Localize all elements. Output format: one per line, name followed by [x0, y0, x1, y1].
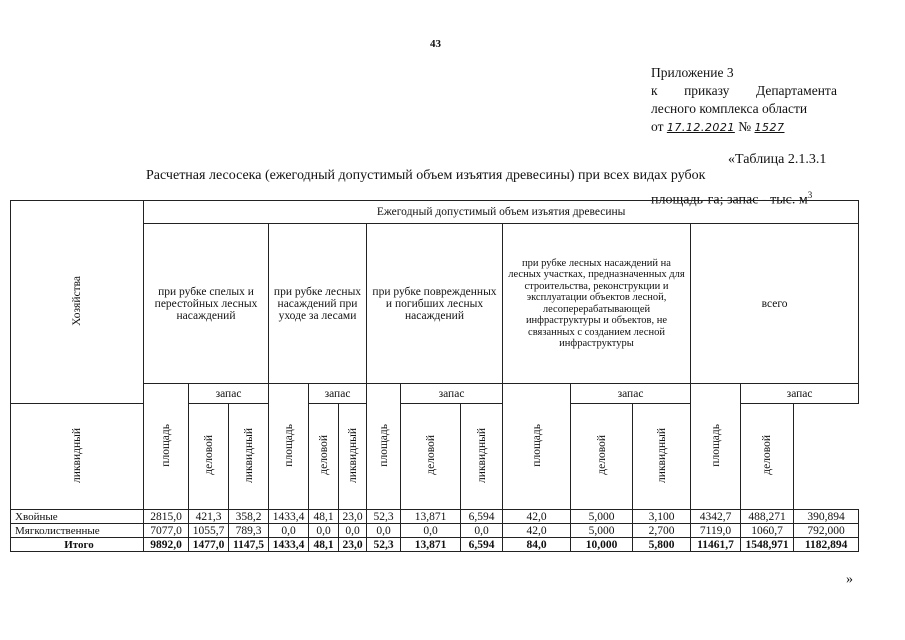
allowable-cut-table	[10, 200, 859, 552]
col-business-cell	[741, 404, 794, 510]
row-name: Итого	[11, 538, 144, 552]
col-liquid-label: ликвидный	[242, 427, 255, 483]
cell: 0,0	[401, 524, 461, 538]
cell: 23,0	[339, 510, 367, 524]
appendix-line-1: Приложение 3	[651, 65, 734, 80]
cell: 390,894	[794, 510, 859, 524]
cell: 5,000	[571, 510, 633, 524]
col-business-cell	[189, 404, 229, 510]
cell: 48,1	[309, 510, 339, 524]
group-damaged: при рубке поврежденных и погибших лесных насаждений	[367, 224, 503, 384]
col-stock-mature: запас	[189, 384, 269, 404]
col-area-total	[691, 384, 741, 510]
cell: 7119,0	[691, 524, 741, 538]
col-liquid-label: ликвидный	[346, 427, 359, 483]
col-stock-total: запас	[741, 384, 859, 404]
col-business-label: деловой	[761, 435, 773, 475]
col-business-label: деловой	[202, 435, 215, 475]
group-construction: при рубке лесных насаждений на лесных участках, предназначенных для строительства, реконструкции и эксплуатации объектов лесной, лесоперерабатывающей инфраструктуры и объектов, не связанных с созданием лесной инфраструктуры	[503, 224, 691, 384]
col-area-label: площадь	[160, 423, 172, 467]
cell: 2815,0	[144, 510, 189, 524]
cell: 1147,5	[229, 538, 269, 552]
appendix-line-2	[651, 82, 837, 100]
col-liquid-cell	[11, 404, 144, 510]
units-text: площадь-га; запас - тыс. м	[651, 192, 808, 208]
cell: 1433,4	[269, 510, 309, 524]
number-sign: №	[738, 119, 752, 134]
col-liquid-label: ликвидный	[655, 427, 668, 483]
cell: 6,594	[461, 538, 503, 552]
row-name: Хвойные	[11, 510, 144, 524]
col-area-damaged	[367, 384, 401, 510]
cell: 5,800	[633, 538, 691, 552]
cell: 1055,7	[189, 524, 229, 538]
col-area-label: площадь	[377, 423, 390, 467]
table-row-deciduous	[11, 524, 859, 538]
col-stock-care: запас	[309, 384, 367, 404]
cell: 1060,7	[741, 524, 794, 538]
header-main: Ежегодный допустимый объем изъятия древесины	[144, 201, 859, 224]
cell: 7077,0	[144, 524, 189, 538]
group-total: всего	[691, 224, 859, 384]
cell: 48,1	[309, 538, 339, 552]
appendix-block	[651, 64, 837, 137]
cell: 0,0	[367, 524, 401, 538]
group-mature: при рубке спелых и перестойных лесных насаждений	[144, 224, 269, 384]
row-name: Мягколиственные	[11, 524, 144, 538]
col-stock-construction: запас	[571, 384, 691, 404]
col-liquid-label: ликвидный	[71, 427, 83, 483]
cell: 1433,4	[269, 538, 309, 552]
cell: 42,0	[503, 524, 571, 538]
cell: 421,3	[189, 510, 229, 524]
cell: 1182,894	[794, 538, 859, 552]
col-liquid-label: ликвидный	[475, 427, 488, 483]
cell: 792,000	[794, 524, 859, 538]
col-business-label: деловой	[595, 435, 608, 475]
cell: 1477,0	[189, 538, 229, 552]
appendix-word-order: приказу	[684, 83, 730, 98]
cell: 789,3	[229, 524, 269, 538]
cell: 42,0	[503, 510, 571, 524]
cell: 13,871	[401, 538, 461, 552]
page-number: 43	[430, 38, 441, 50]
cell: 2,700	[633, 524, 691, 538]
appendix-line-3: лесного комплекса области	[651, 101, 808, 116]
cell: 3,100	[633, 510, 691, 524]
units-superscript: 3	[807, 190, 813, 200]
col-area-construction	[503, 384, 571, 510]
cell: 0,0	[269, 524, 309, 538]
cell: 0,0	[339, 524, 367, 538]
cell: 6,594	[461, 510, 503, 524]
order-date: 17.12.2021	[666, 121, 735, 134]
cell: 358,2	[229, 510, 269, 524]
appendix-word-k: к	[651, 83, 658, 98]
col-area-label: площадь	[709, 423, 722, 467]
header-farms-cell	[11, 201, 144, 404]
col-business-cell	[401, 404, 461, 510]
col-liquid-cell	[633, 404, 691, 510]
col-area-care	[269, 384, 309, 510]
cell: 4342,7	[691, 510, 741, 524]
group-care: при рубке лесных насаждений при уходе за лесами	[269, 224, 367, 384]
table-row-total	[11, 538, 859, 552]
col-area-label: площадь	[530, 423, 543, 467]
cell: 52,3	[367, 510, 401, 524]
col-liquid-cell	[339, 404, 367, 510]
cell: 1548,971	[741, 538, 794, 552]
cell: 9892,0	[144, 538, 189, 552]
cell: 11461,7	[691, 538, 741, 552]
cell: 84,0	[503, 538, 571, 552]
cell: 5,000	[571, 524, 633, 538]
col-stock-damaged: запас	[401, 384, 503, 404]
header-farms: Хозяйства	[71, 275, 83, 326]
date-prefix: от	[651, 119, 664, 134]
col-business-cell	[309, 404, 339, 510]
cell: 488,271	[741, 510, 794, 524]
table-reference: «Таблица 2.1.3.1	[728, 152, 827, 167]
appendix-date-line	[651, 118, 837, 137]
col-business-cell	[571, 404, 633, 510]
cell: 13,871	[401, 510, 461, 524]
order-number: 1527	[754, 121, 785, 134]
col-business-label: деловой	[424, 435, 437, 475]
table-row-conifers	[11, 510, 859, 524]
col-liquid-cell	[229, 404, 269, 510]
appendix-word-department: Департамента	[755, 83, 837, 98]
col-area-mature	[144, 384, 189, 510]
cell: 10,000	[571, 538, 633, 552]
cell: 0,0	[309, 524, 339, 538]
cell: 52,3	[367, 538, 401, 552]
cell: 23,0	[339, 538, 367, 552]
table-title: Расчетная лесосека (ежегодный допустимый объем изъятия древесины) при всех видах рубок	[146, 168, 706, 183]
cell: 0,0	[461, 524, 503, 538]
col-area-label: площадь	[282, 423, 295, 467]
col-business-label: деловой	[317, 435, 330, 475]
closing-quote: »	[846, 572, 853, 587]
col-liquid-cell	[461, 404, 503, 510]
